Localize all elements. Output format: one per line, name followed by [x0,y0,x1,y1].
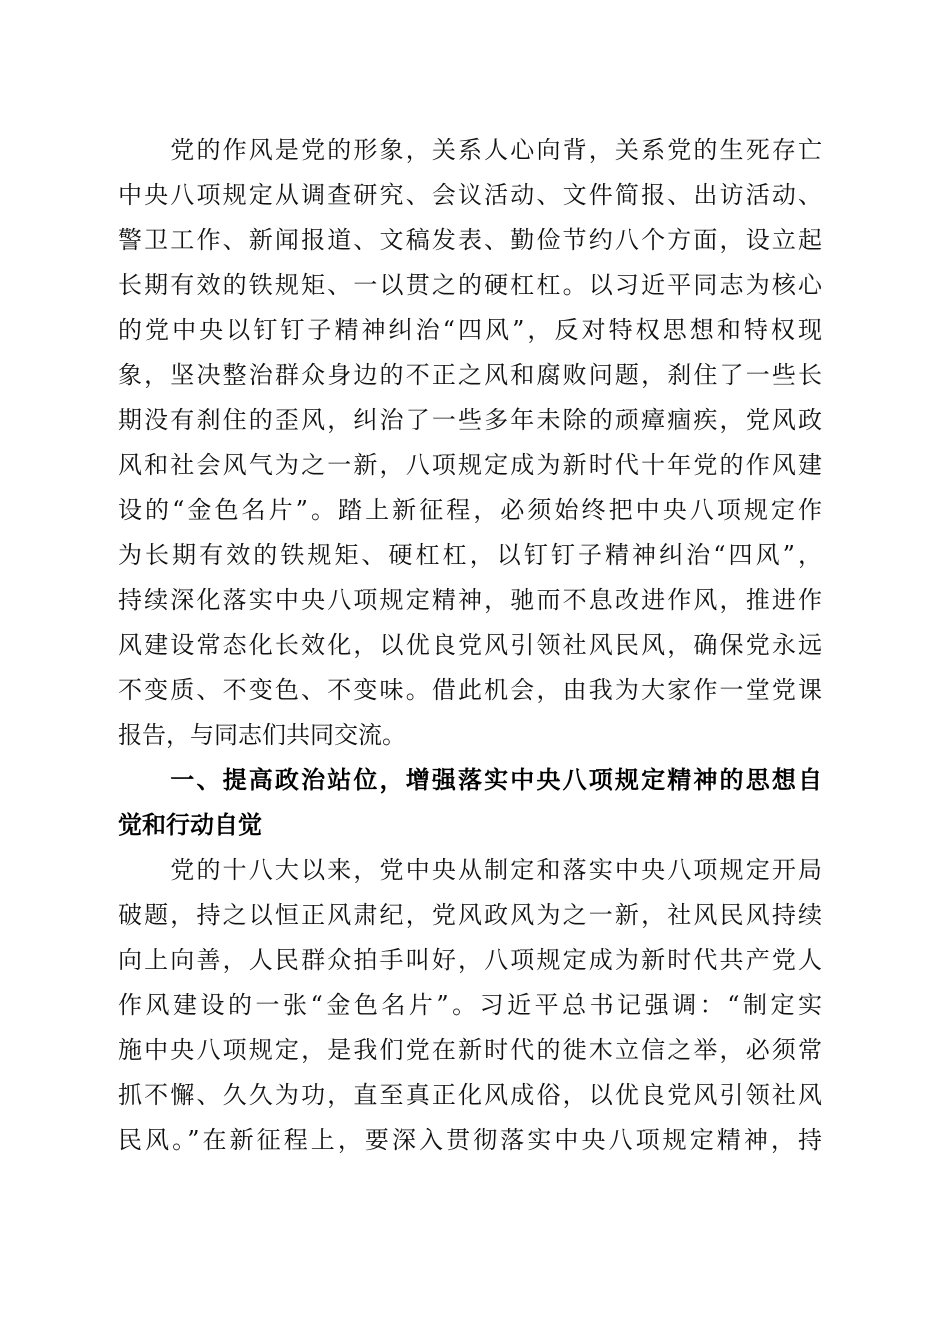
paragraph-intro [118,128,822,758]
text-line: 作风建设的一张“金色名片”。习近平总书记强调：“制定实 [118,991,822,1019]
text-line: 期没有刹住的歪风，纠治了一些多年未除的顽瘴痼疾，党风政 [118,406,822,434]
text-line: 为长期有效的铁规矩、硬杠杠，以钉钉子精神纠治“四风”， [118,541,822,569]
text-line: 长期有效的铁规矩、一以贯之的硬杠杠。以习近平同志为核心 [118,271,822,299]
heading-line: 一、提高政治站位，增强落实中央八项规定精神的思想自 [118,766,822,794]
text-line: 党的作风是党的形象，关系人心向背，关系党的生死存亡 [118,136,822,164]
text-line: 的党中央以钉钉子精神纠治“四风”，反对特权思想和特权现 [118,316,822,344]
text-line: 不变质、不变色、不变味。借此机会，由我为大家作一堂党课 [118,676,822,704]
text-line: 风和社会风气为之一新，八项规定成为新时代十年党的作风建 [118,451,822,479]
section-heading-1 [118,758,822,848]
text-line: 党的十八大以来，党中央从制定和落实中央八项规定开局 [118,856,822,884]
text-line: 报告，与同志们共同交流。 [118,721,406,749]
text-line: 施中央八项规定，是我们党在新时代的徙木立信之举，必须常 [118,1036,822,1064]
text-line: 风建设常态化长效化，以优良党风引领社风民风，确保党永远 [118,631,822,659]
text-line: 中央八项规定从调查研究、会议活动、文件简报、出访活动、 [118,181,822,209]
text-line: 破题，持之以恒正风肃纪，党风政风为之一新，社风民风持续 [118,901,822,929]
text-line: 持续深化落实中央八项规定精神，驰而不息改进作风，推进作 [118,586,822,614]
text-line: 向上向善，人民群众拍手叫好，八项规定成为新时代共产党人 [118,946,822,974]
heading-line: 觉和行动自觉 [118,811,262,839]
text-line: 设的“金色名片”。踏上新征程，必须始终把中央八项规定作 [118,496,822,524]
text-line: 民风。”在新征程上，要深入贯彻落实中央八项规定精神，持 [118,1126,822,1154]
text-line: 警卫工作、新闻报道、文稿发表、勤俭节约八个方面，设立起 [118,226,822,254]
paragraph-section-1 [118,848,822,1163]
text-line: 象，坚决整治群众身边的不正之风和腐败问题，刹住了一些长 [118,361,822,389]
text-line: 抓不懈、久久为功，直至真正化风成俗，以优良党风引领社风 [118,1081,822,1109]
